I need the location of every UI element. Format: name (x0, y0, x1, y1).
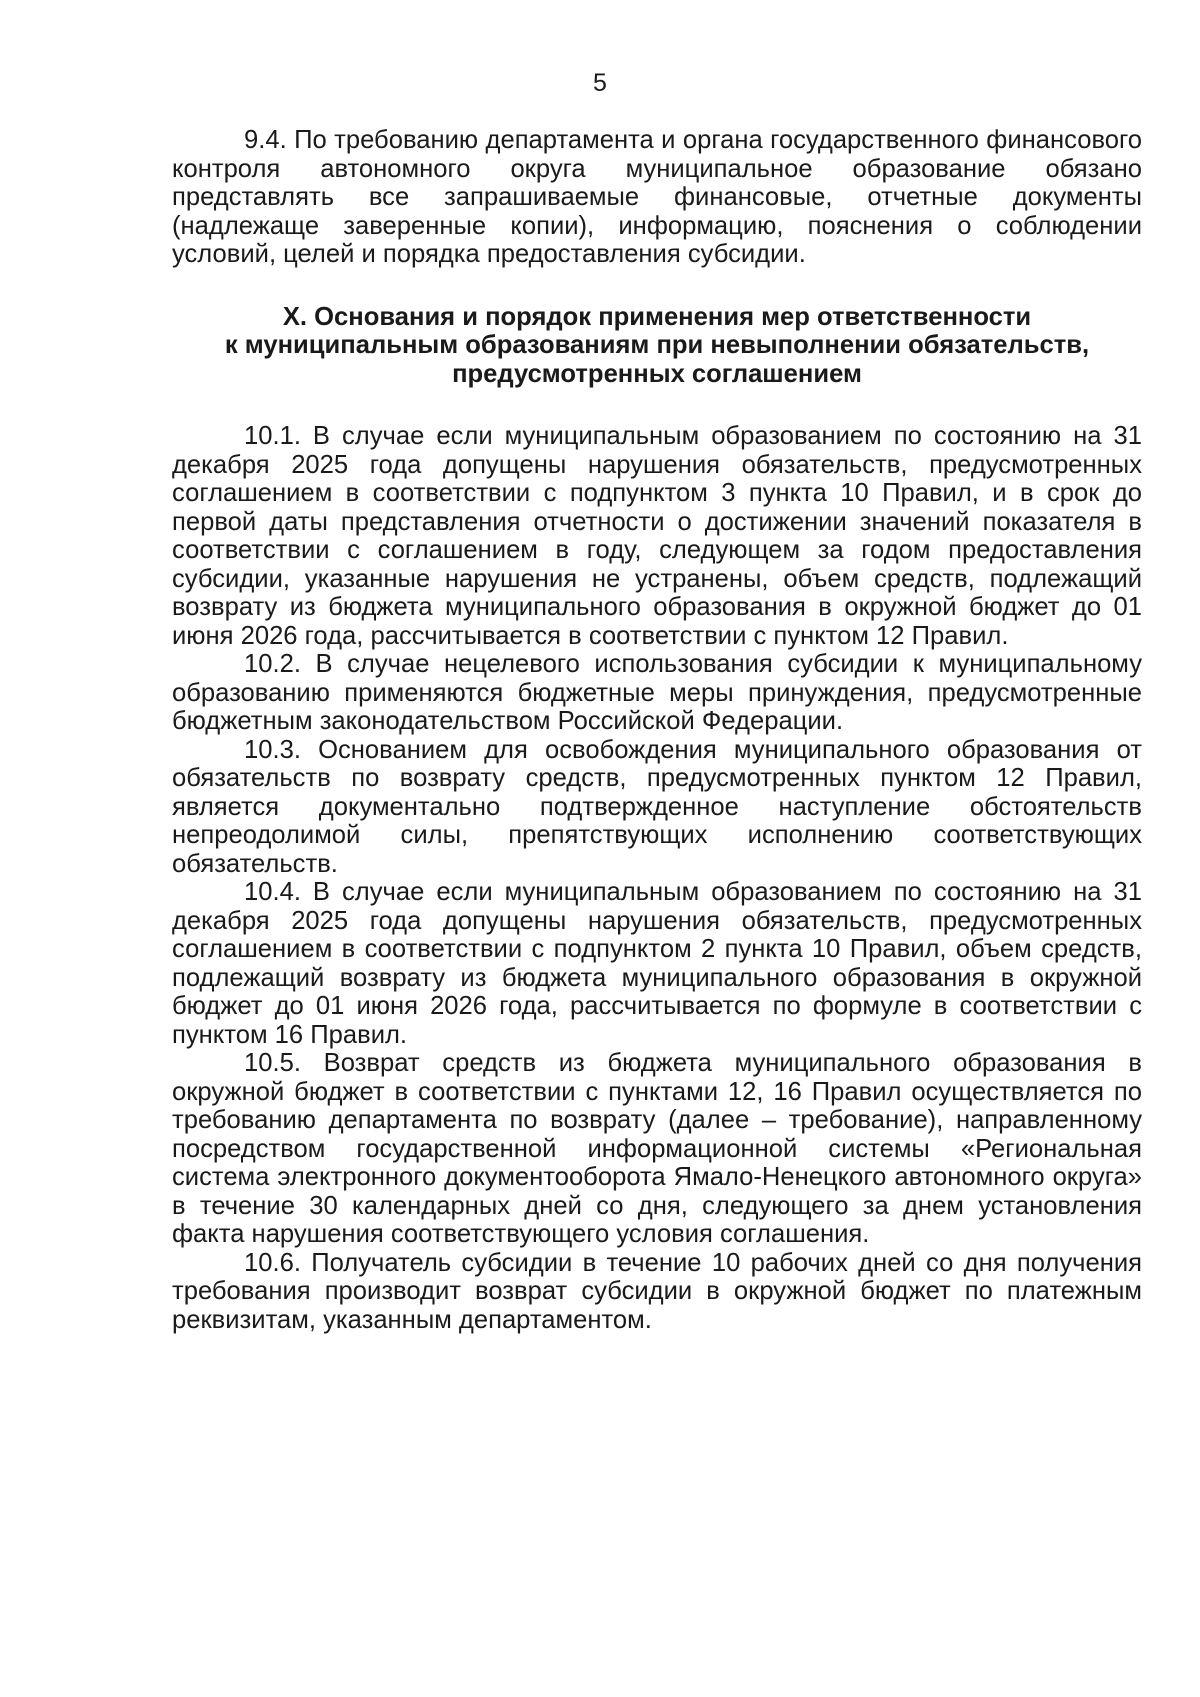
paragraph-10-3: 10.3. Основанием для освобождения муниципального образования от обязательств по возврату средств, предусмотренных пунктом 12 Правил, является документально подтвержденное наступление обстоятельств непреодолимой силы, препятствующих исполнению соответствующих обязательств. (172, 735, 1142, 878)
heading-line: X. Основания и порядок применения мер ответственности (282, 302, 1032, 331)
paragraph-9-4: 9.4. По требованию департамента и органа государственного финансового контроля автономного округа муниципальное образование обязано представлять все запрашиваемые финансовые, отчетные документы (надлежаще заверенные копии), информацию, пояснения о соблюдении условий, целей и порядка предоставления субсидии. (172, 126, 1142, 268)
paragraph-10-1: 10.1. В случае если муниципальным образованием по состоянию на 31 декабря 2025 года допущены нарушения обязательств, предусмотренных соглашением в соответствии с подпунктом 3 пункта 10 Правил, и в срок до первой даты представления отчетности о достижении значений показателя в соответствии с соглашением в году, следующем за годом предоставления субсидии, указанные нарушения не устранены, объем средств, подлежащий возврату из бюджета муниципального образования в окружной бюджет до 01 июня 2026 года, рассчитывается в соответствии с пунктом 12 Правил. (172, 422, 1142, 650)
paragraph-10-2: 10.2. В случае нецелевого использования субсидии к муниципальному образованию применяются бюджетные меры принуждения, предусмотренные бюджетным законодательством Российской Федерации. (172, 650, 1142, 735)
section-heading (172, 303, 1142, 389)
heading-line: предусмотренных соглашением (452, 359, 862, 388)
paragraph-10-6: 10.6. Получатель субсидии в течение 10 рабочих дней со дня получения требования производит возврат субсидии в окружной бюджет по платежным реквизитам, указанным департаментом. (172, 1248, 1142, 1334)
paragraph-10-4: 10.4. В случае если муниципальным образованием по состоянию на 31 декабря 2025 года допущены нарушения обязательств, предусмотренных соглашением в соответствии с подпунктом 2 пункта 10 Правил, объем средств, подлежащий возврату из бюджета муниципального образования в окружной бюджет до 01 июня 2026 года, рассчитывается по формуле в соответствии с пунктом 16 Правил. (172, 878, 1142, 1049)
paragraph-10-5: 10.5. Возврат средств из бюджета муниципального образования в окружной бюджет в соответствии с пунктами 12, 16 Правил осуществляется по требованию департамента по возврату (далее – требование), направленному посредством государственной информационной системы «Региональная система электронного документооборота Ямало-Ненецкого автономного округа» в течение 30 календарных дней со дня, следующего за днем установления факта нарушения соответствующего условия соглашения. (172, 1049, 1142, 1248)
document-body (172, 126, 1142, 1334)
heading-line: к муниципальным образованиям при невыполнении обязательств, (224, 331, 1090, 359)
page-number: 5 (593, 69, 607, 97)
